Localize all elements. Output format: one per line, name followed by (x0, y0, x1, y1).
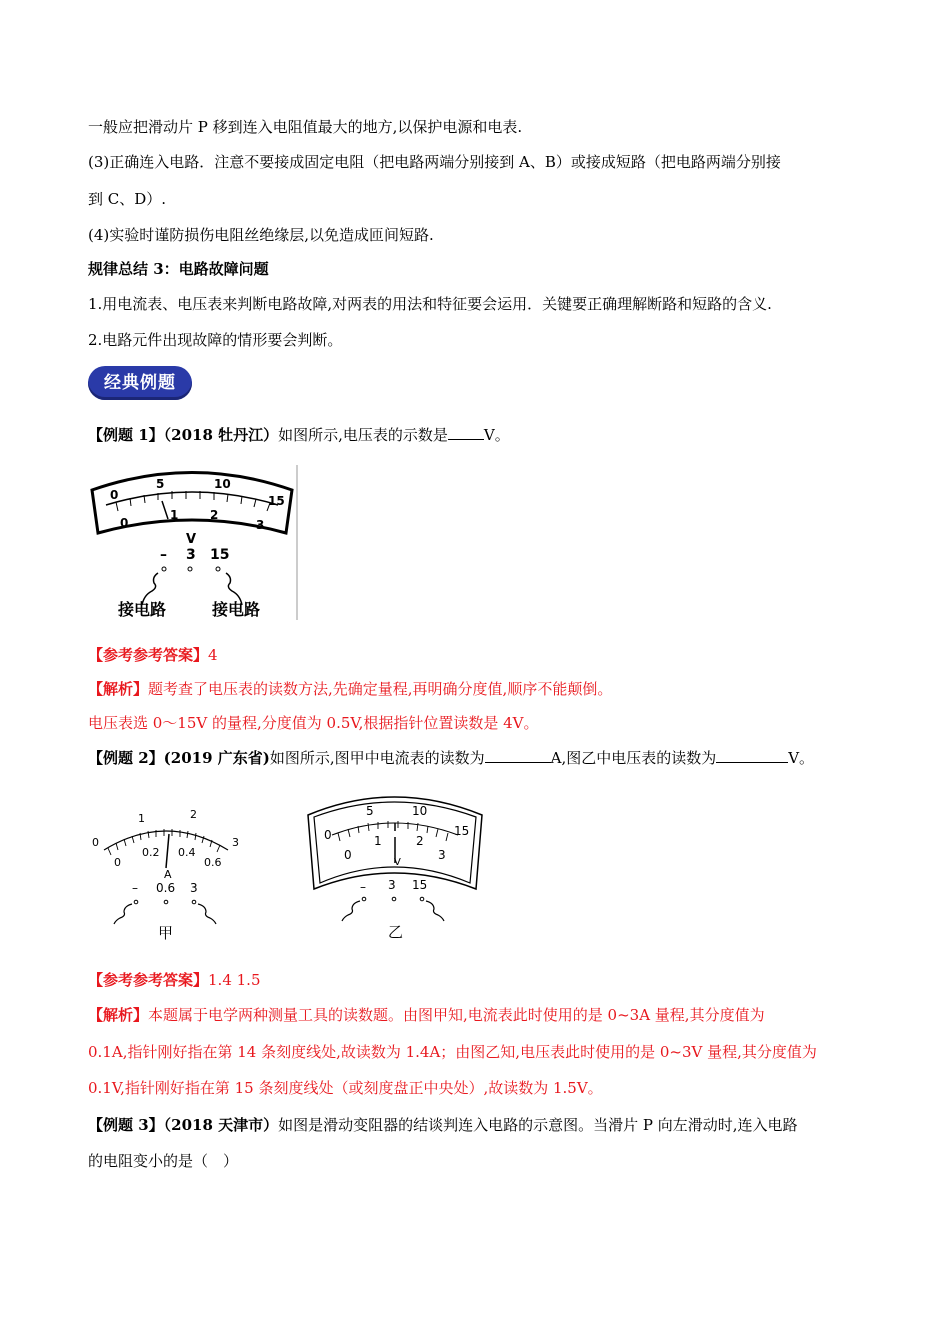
example-2-question: 【例题 2】(2019 广东省)如图所示,图甲中电流表的读数为 A,图乙中电压表的读数为 V。 (88, 749, 815, 767)
example-1-question: 【例题 1】（2018 牡丹江）如图所示,电压表的示数是 V。 (88, 426, 510, 444)
svg-text:0.2: 0.2 (142, 846, 160, 859)
svg-text:–: – (132, 881, 138, 895)
meter-letter: V (186, 532, 197, 547)
wire-icon (342, 901, 360, 921)
svg-text:1: 1 (374, 834, 382, 848)
wire-label: 接电路 (118, 600, 167, 619)
paragraph-step-4: (4)实验时谨防损伤电阻丝绝缘层,以免造成匝间短路. (88, 226, 434, 244)
paragraph-step-3: (3)正确连入电路．注意不要接成固定电阻（把电路两端分别接到 A、B）或接成短路（把电路两端分别接 (88, 153, 781, 171)
svg-text:0: 0 (92, 836, 99, 849)
top-scale-label: 10 (214, 477, 231, 491)
example-2-answer: 【参考参考答案】1.4 1.5 (88, 971, 261, 989)
svg-text:3: 3 (190, 881, 198, 895)
svg-text:5: 5 (366, 804, 374, 818)
bottom-scale-label: 3 (256, 518, 265, 532)
meter-letter: A (164, 868, 172, 881)
section-badge: 经典例题 (88, 366, 192, 400)
terminal-label: 15 (210, 547, 230, 563)
example-2-analysis: 【解析】本题属于电学两种测量工具的读数题。由图甲知,电流表此时使用的是 0~3A 量程,其分度值为 (88, 1006, 765, 1024)
rule-item-1: 1.用电流表、电压表来判断电路故障,对两表的用法和特征要会运用．关键要正确理解断路和短路的含义. (88, 295, 772, 313)
ammeter-figure-jia (86, 800, 246, 948)
figure-caption: 甲 (158, 924, 174, 942)
terminal-label: 3 (186, 547, 196, 563)
meter-needle (166, 834, 169, 868)
example-1-analysis: 【解析】题考查了电压表的读数方法,先确定量程,再明确分度值,顺序不能颠倒。 (88, 680, 613, 698)
example-3-question: 【例题 3】（2018 天津市）如图是滑动变阻器的结谈判连入电路的示意图。当滑片 P 向左滑动时,连入电路 (88, 1116, 798, 1134)
paragraph-step-3-cont: 到 C、D）. (88, 190, 167, 208)
meter-letter: V (394, 857, 401, 868)
bottom-scale-label: 2 (210, 508, 219, 522)
svg-text:0: 0 (324, 828, 332, 842)
paragraph-slider-position: 一般应把滑动片 P 移到连入电阻值最大的地方,以保护电源和电表. (88, 118, 523, 136)
svg-text:2: 2 (190, 808, 197, 821)
svg-text:0: 0 (344, 848, 352, 862)
example-3-question-cont: 的电阻变小的是（ ） (88, 1152, 239, 1170)
voltmeter-figure-1 (86, 465, 298, 620)
example-2-analysis-cont: 0.1A,指针刚好指在第 14 条刻度线处,故读数为 1.4A；由图乙知,电压表此时使用的是 0~3V 量程,其分度值为 (88, 1043, 817, 1061)
svg-text:2: 2 (416, 834, 424, 848)
svg-text:1: 1 (138, 812, 145, 825)
example-1-analysis-cont: 电压表选 0～15V 的量程,分度值为 0.5V,根据指针位置读数是 4V。 (88, 714, 539, 732)
wire-label: 接电路 (212, 600, 261, 619)
top-scale-label: 0 (110, 488, 119, 502)
figure-caption: 乙 (388, 923, 404, 941)
svg-text:15: 15 (454, 824, 470, 838)
example-1-answer: 【参考参考答案】4 (88, 646, 218, 664)
voltmeter-figure-yi (302, 785, 492, 945)
svg-text:0: 0 (114, 856, 121, 869)
example-2-analysis-cont: 0.1V,指针刚好指在第 15 条刻度线处（或刻度盘正中央处）,故读数为 1.5V。 (88, 1079, 603, 1097)
svg-text:0.6: 0.6 (204, 856, 222, 869)
bottom-scale-label: 1 (170, 508, 179, 522)
answer-blank (485, 748, 551, 763)
svg-text:0.4: 0.4 (178, 846, 196, 859)
answer-blank (716, 748, 788, 763)
rule-item-2: 2.电路元件出现故障的情形要会判断。 (88, 331, 343, 349)
svg-text:3: 3 (232, 836, 239, 849)
bottom-scale-label: 0 (120, 516, 129, 530)
top-scale-label: 15 (268, 494, 285, 508)
svg-text:15: 15 (412, 878, 428, 892)
wire-icon (114, 904, 132, 924)
svg-text:3: 3 (388, 878, 396, 892)
svg-text:0.6: 0.6 (156, 881, 176, 895)
wire-icon (426, 901, 444, 921)
rule-title: 规律总结 3：电路故障问题 (88, 260, 269, 278)
svg-text:–: – (360, 880, 366, 894)
answer-blank (448, 425, 484, 440)
svg-text:10: 10 (412, 804, 428, 818)
wire-icon (198, 904, 216, 924)
top-scale-label: 5 (156, 477, 165, 491)
terminal-label: – (160, 547, 167, 563)
svg-text:3: 3 (438, 848, 446, 862)
